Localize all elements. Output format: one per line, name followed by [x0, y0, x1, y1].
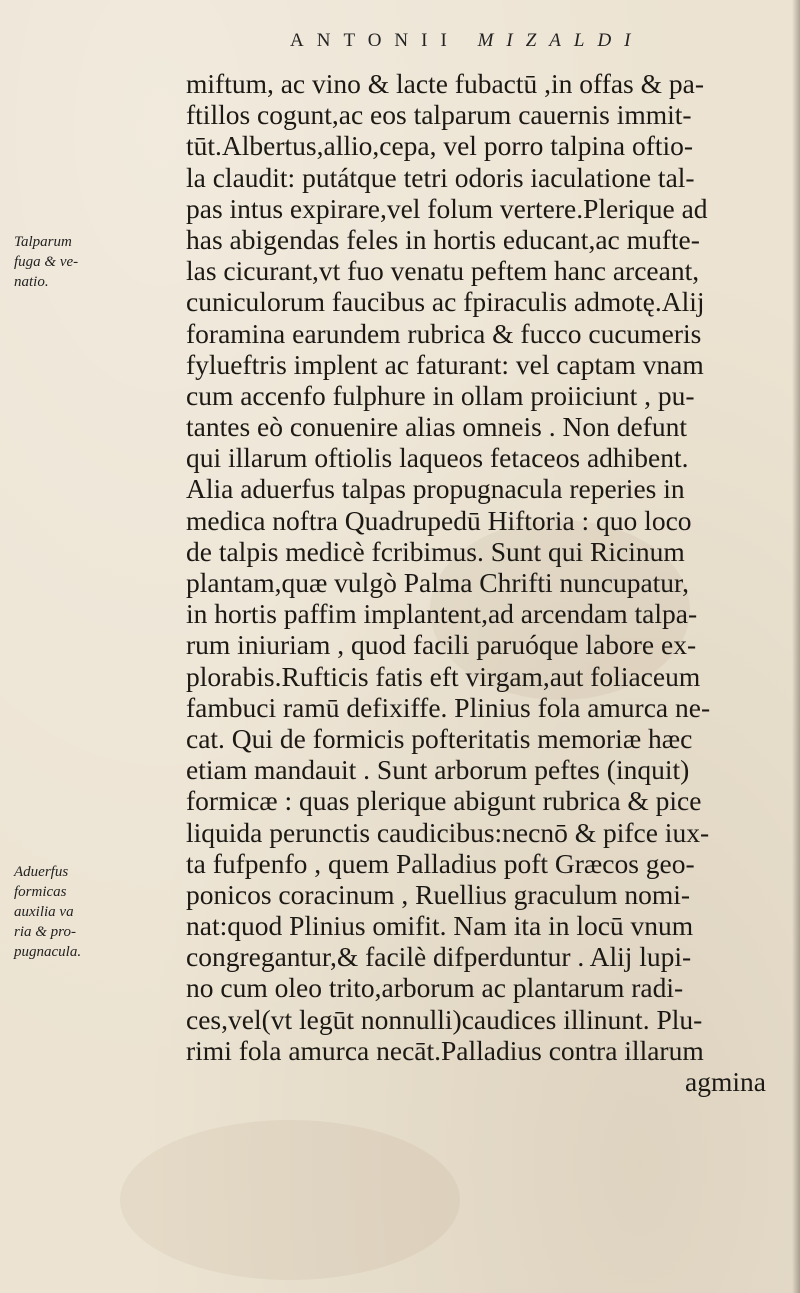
- running-head: [290, 30, 710, 52]
- margin-note-moles: [14, 232, 174, 292]
- text-line: fylueftris implent ac faturant: vel captam vnam: [186, 348, 704, 380]
- margin-note-line: natio.: [14, 274, 49, 290]
- text-line: liquida perunctis caudicibus:necnō & pifce iux-: [186, 816, 710, 848]
- text-line: rimi fola amurca necāt.Palladius contra illarum: [186, 1034, 704, 1066]
- text-line: nat:quod Plinius omifit. Nam ita in locū vnum: [186, 910, 694, 942]
- text-line: formicæ : quas plerique abigunt rubrica & pice: [186, 785, 702, 817]
- text-line: tantes eò conuenire alias omneis . Non defunt: [186, 411, 687, 443]
- text-line: plantam,quæ vulgò Palma Chrifti nuncupatur,: [186, 567, 689, 598]
- text-line: congregantur,& facilè difperduntur . Alij lupi-: [186, 941, 692, 973]
- running-head-name: MIZALDI: [477, 30, 644, 51]
- text-line: ta fufpenfo , quem Palladius poft Græcos geo-: [186, 847, 695, 879]
- text-line: fambuci ramū defixiffe. Plinius fola amurca ne-: [186, 691, 711, 723]
- margin-note-line: auxilia va: [14, 904, 74, 920]
- margin-note-line: Aduerfus: [14, 864, 69, 880]
- text-line: las cicurant,vt fuo venatu peftem hanc arceant,: [186, 255, 700, 287]
- margin-note-line: formicas: [14, 884, 67, 900]
- body-text: [186, 68, 796, 1097]
- text-line: rum iniuriam , quod facili paruóque labore ex-: [186, 629, 697, 661]
- text-line: has abigendas feles in hortis educant,ac mufte-: [186, 223, 700, 255]
- text-line: no cum oleo trito,arborum ac plantarum radi-: [186, 972, 684, 1004]
- margin-note-line: Talparum: [14, 234, 72, 250]
- text-line: ftillos cogunt,ac eos talparum cauernis immit-: [186, 99, 692, 131]
- paper-stain: [120, 1120, 460, 1280]
- text-line: de talpis medicè fcribimus. Sunt qui Ricinum: [186, 535, 685, 567]
- text-line: ces,vel(vt legūt nonnulli)caudices illinunt. Plu-: [186, 1003, 703, 1035]
- margin-note-ants: [14, 862, 174, 962]
- text-line: qui illarum oftiolis laqueos fetaceos adhibent.: [186, 442, 689, 474]
- text-line: ponicos coracinum , Ruellius graculum nomi-: [186, 878, 691, 910]
- text-line: cuniculorum faucibus ac fpiraculis admotę.Alij: [186, 286, 705, 318]
- running-head-author: ANTONII: [290, 30, 460, 51]
- margin-note-line: pugnacula.: [14, 944, 82, 960]
- margin-note-line: fuga & ve-: [14, 254, 79, 270]
- catchword: agmina: [685, 1066, 766, 1097]
- text-line: etiam mandauit . Sunt arborum peftes (inquit): [186, 754, 690, 786]
- text-line: Alia aduerfus talpas propugnacula reperies in: [186, 473, 685, 505]
- text-line: in hortis paffim implantent,ad arcendam talpa-: [186, 598, 698, 630]
- text-line: pas intus expirare,vel folum vertere.Plerique ad: [186, 192, 708, 224]
- text-line: tūt.Albertus,allio,cepa, vel porro talpina oftio-: [186, 130, 694, 162]
- text-line: cat. Qui de formicis pofteritatis memoriæ hæc: [186, 722, 693, 754]
- margin-note-line: ria & pro-: [14, 924, 76, 940]
- text-line: medica noftra Quadrupedū Hiftoria : quo loco: [186, 504, 692, 536]
- text-line: cum accenfo fulphure in ollam proiiciunt , pu-: [186, 379, 695, 411]
- text-line: plorabis.Rufticis fatis eft virgam,aut foliaceum: [186, 660, 701, 692]
- text-line: la claudit: putátque tetri odoris iaculatione tal-: [186, 161, 695, 193]
- text-line: foramina earundem rubrica & fucco cucumeris: [186, 317, 702, 349]
- text-line: miftum, ac vino & lacte fubactū ,in offas & pa-: [186, 68, 705, 99]
